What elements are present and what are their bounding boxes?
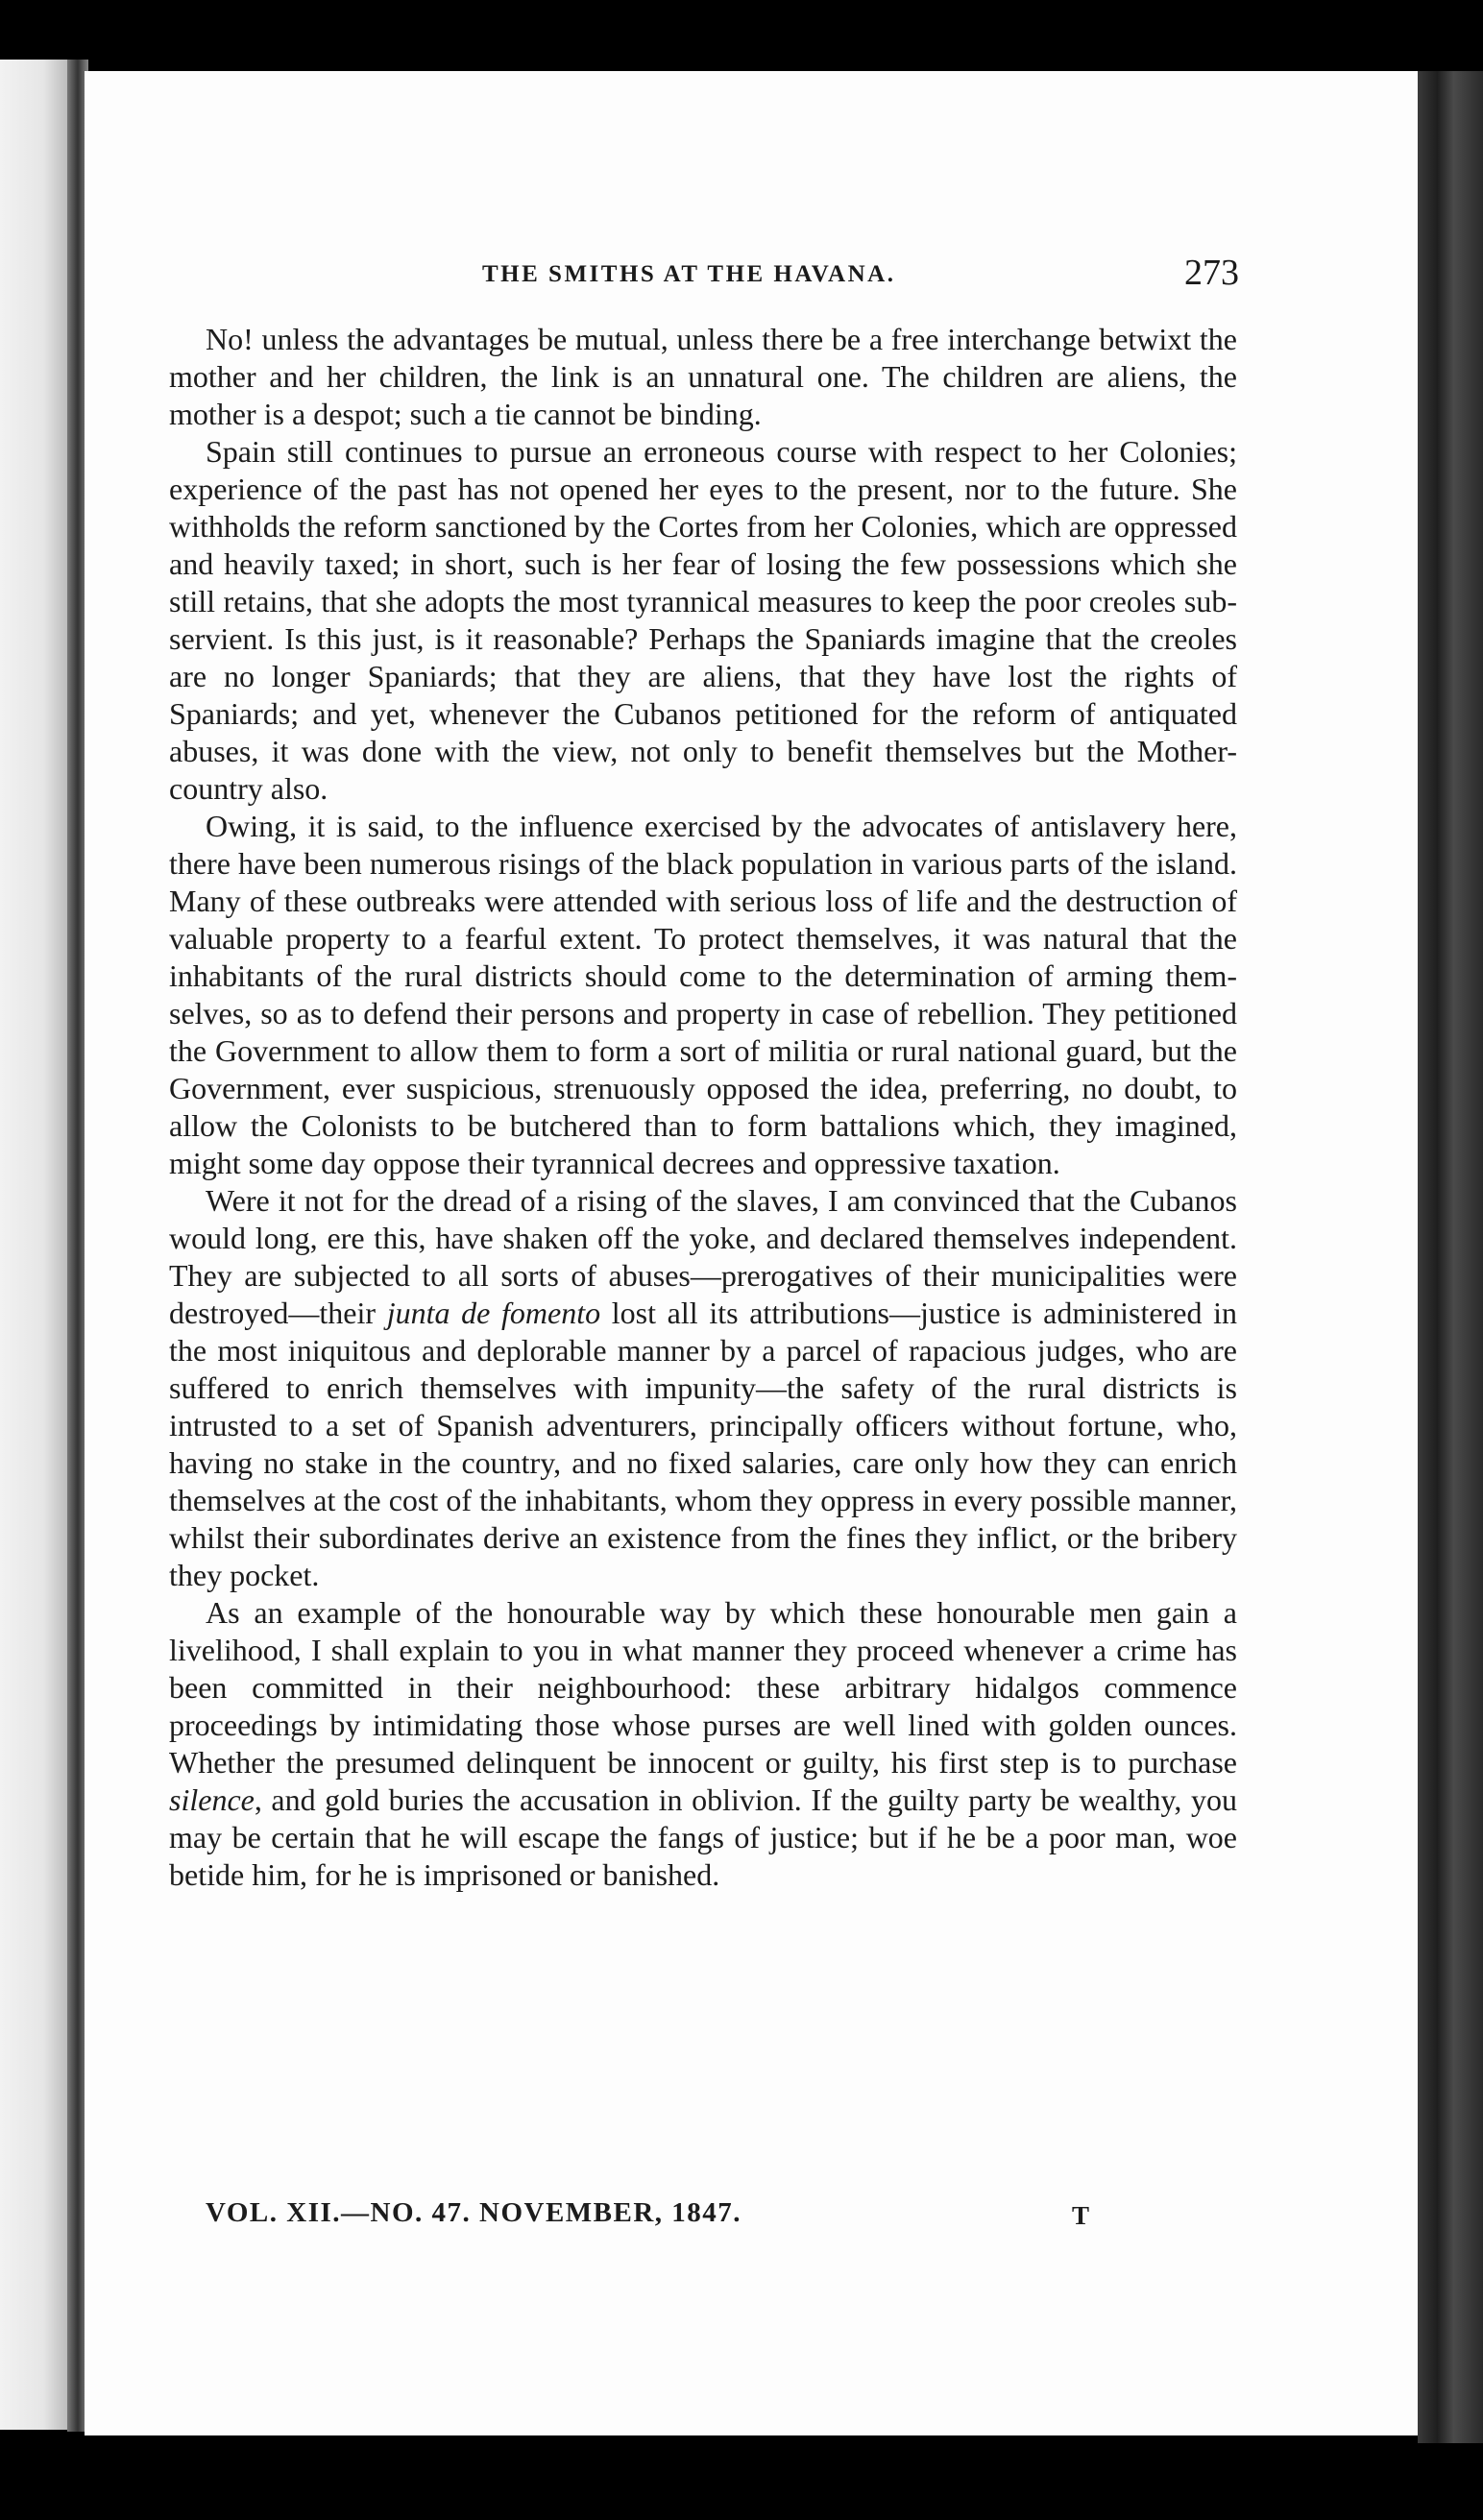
page-number: 273 [1184, 253, 1239, 293]
volume-issue-line: VOL. XII.—NO. 47. NOVEMBER, 1847. [206, 2197, 742, 2228]
text-run: No! unless the advantages be mutual, unless there be a free interchange betwixt the mother and her children, the link is an unnatural one. The children are aliens, the mother is a despot; such a tie cannot be binding. [169, 322, 1237, 431]
text-run: , and gold buries the accusation in oblivion. If the guilty party be wealthy, you may be certain that he will escape the fangs of justice; but if he be a poor man, woe betide him, for he is imprisoned or banished. [169, 1782, 1237, 1892]
paragraph [169, 1594, 1237, 1894]
paragraph [169, 1182, 1237, 1594]
italic-phrase: junta de fomento [386, 1296, 601, 1330]
page-stack-edge [1418, 71, 1483, 2443]
text-run: Spain still continues to pursue an erroneous course with respect to her Colonies; experience of the past has not opened her eyes to the present, nor to the future. She withholds the reform sanctioned by the Cortes from her Colonies, which are oppressed and heavily taxed; in short, such is her fear of losing the few possessions which she still retains, that she adopts the most tyrannical measures to keep the poor creoles subservient. Is this just, is it reasonable? Perhaps the Spaniards imagine that the creoles are no longer Spaniards; that they are aliens, that they have lost the rights of Spaniards; and yet, whenever the Cubanos petitioned for the reform of antiquated abuses, it was done with the view, not only to benefit themselves but the Mother-country also. [169, 434, 1237, 806]
paragraph [169, 808, 1237, 1182]
text-run: Owing, it is said, to the influence exercised by the advocates of antislavery here, there have been numerous risings of the black population in various parts of the island. Many of these outbreaks were attended with serious loss of life and the destruction of valuable property to a fearful extent. To protect themselves, it was natural that the inhabitants of the rural districts should come to the determination of arming themselves, so as to defend their persons and property in case of rebellion. They petitioned the Government to allow them to form a sort of militia or rural national guard, but the Government, ever suspicious, strenuously opposed the idea, preferring, no doubt, to allow the Colonists to be butchered than to form battalions which, they imagined, might some day oppose their tyrannical decrees and oppressive taxation. [169, 809, 1237, 1180]
running-head-title: THE SMITHS AT THE HAVANA. [482, 261, 896, 287]
signature-mark: T [1071, 2201, 1089, 2230]
page-footer [206, 2197, 1089, 2240]
body-text [169, 321, 1237, 1894]
text-run: Were it not for the dread of a rising of the slaves, I am convinced that the Cubanos would long, ere this, have shaken off the yoke, and declared themselves independent. They are subjected to all sorts of abuses—prerogatives of their municipalities were destroyed—their [169, 1183, 1237, 1330]
italic-phrase: silence [169, 1782, 255, 1817]
running-head [394, 252, 1258, 300]
paragraph [169, 321, 1237, 433]
text-run: lost all its attributions—justice is administered in the most iniquitous and deplorable manner by a parcel of rapacious judges, who are suffered to enrich themselves with impunity—the safety of the rural districts is intrusted to a set of Spanish adventurers, principally officers without fortune, who, having no stake in the country, and no fixed salaries, care only how they can enrich themselves at the cost of the inhabitants, whom they oppress in every possible manner, whilst their subordinates derive an existence from the fines they inflict, or the bribery they pocket. [169, 1296, 1238, 1592]
text-run: As an example of the honourable way by which these honourable men gain a livelihood, I shall explain to you in what manner they proceed whenever a crime has been committed in their neighbourhood: these arbitrary hidalgos commence proceedings by intimidating those whose purses are well lined with golden ounces. Whether the presumed delinquent be innocent or guilty, his first step is to purchase [169, 1595, 1237, 1780]
paragraph [169, 433, 1237, 808]
